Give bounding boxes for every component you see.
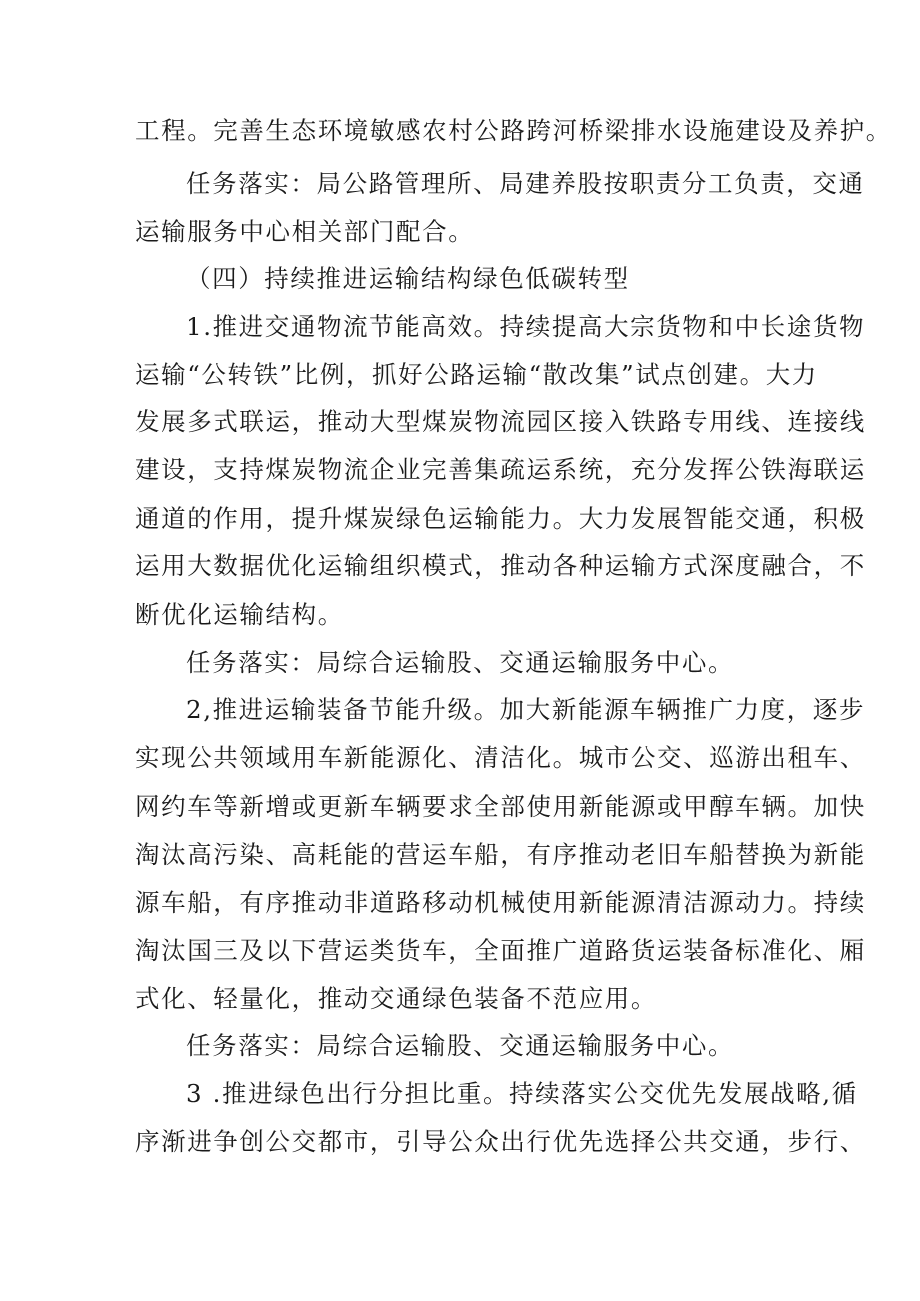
text-line: 源车船，有序推动非道路移动机械使用新能源清洁源动力。持续 — [135, 888, 866, 917]
text-line: 断优化运输结构。 — [135, 600, 344, 629]
task-assignment-line: 任务落实：局公路管理所、局建养股按职责分工负责，交通 — [186, 169, 865, 198]
task-assignment-line: 任务落实：局综合运输股、交通运输服务中心。 — [186, 648, 735, 677]
text-line: 工程。完善生态环境敏感农村公路跨河桥梁排水设施建设及养护。 — [135, 116, 892, 145]
text-line: 淘汰国三及以下营运类货车，全面推广道路货运装备标准化、厢 — [135, 936, 866, 965]
text-line: 序渐进争创公交都市，引导公众出行优先选择公共交通，步行、 — [135, 1127, 866, 1156]
item-1-first-line: 1.推进交通物流节能高效。持续提高大宗货物和中长途货物 — [186, 312, 866, 341]
text-line: 淘汰高污染、高耗能的营运车船，有序推动老旧车船替换为新能 — [135, 840, 866, 869]
text-line: 网约车等新增或更新车辆要求全部使用新能源或甲醇车辆。加快 — [135, 792, 866, 821]
text-line: 运用大数据优化运输组织模式，推动各种运输方式深度融合，不 — [135, 551, 866, 580]
task-assignment-line: 任务落实：局综合运输股、交通运输服务中心。 — [186, 1031, 735, 1060]
item-2-first-line: 2,推进运输装备节能升级。加大新能源车辆推广力度，逐步 — [186, 695, 866, 724]
text-line: 发展多式联运，推动大型煤炭物流园区接入铁路专用线、连接线 — [135, 407, 866, 436]
text-line: 式化、轻量化，推动交通绿色装备不范应用。 — [135, 984, 657, 1013]
text-line: 运输“公转铁”比例，抓好公路运输“散改集”试点创建。大力 — [135, 360, 818, 389]
section-heading: （四）持续推进运输结构绿色低碳转型 — [186, 264, 630, 293]
text-line: 通道的作用，提升煤炭绿色运输能力。大力发展智能交通，积极 — [135, 504, 866, 533]
item-3-first-line: 3 .推进绿色出行分担比重。持续落实公交优先发展战略,循 — [186, 1079, 858, 1108]
text-line: 运输服务中心相关部门配合。 — [135, 217, 475, 246]
text-line: 建设，支持煤炭物流企业完善集疏运系统，充分发挥公铁海联运 — [135, 455, 866, 484]
text-line: 实现公共领域用车新能源化、清洁化。城市公交、巡游出租车、 — [135, 743, 866, 772]
